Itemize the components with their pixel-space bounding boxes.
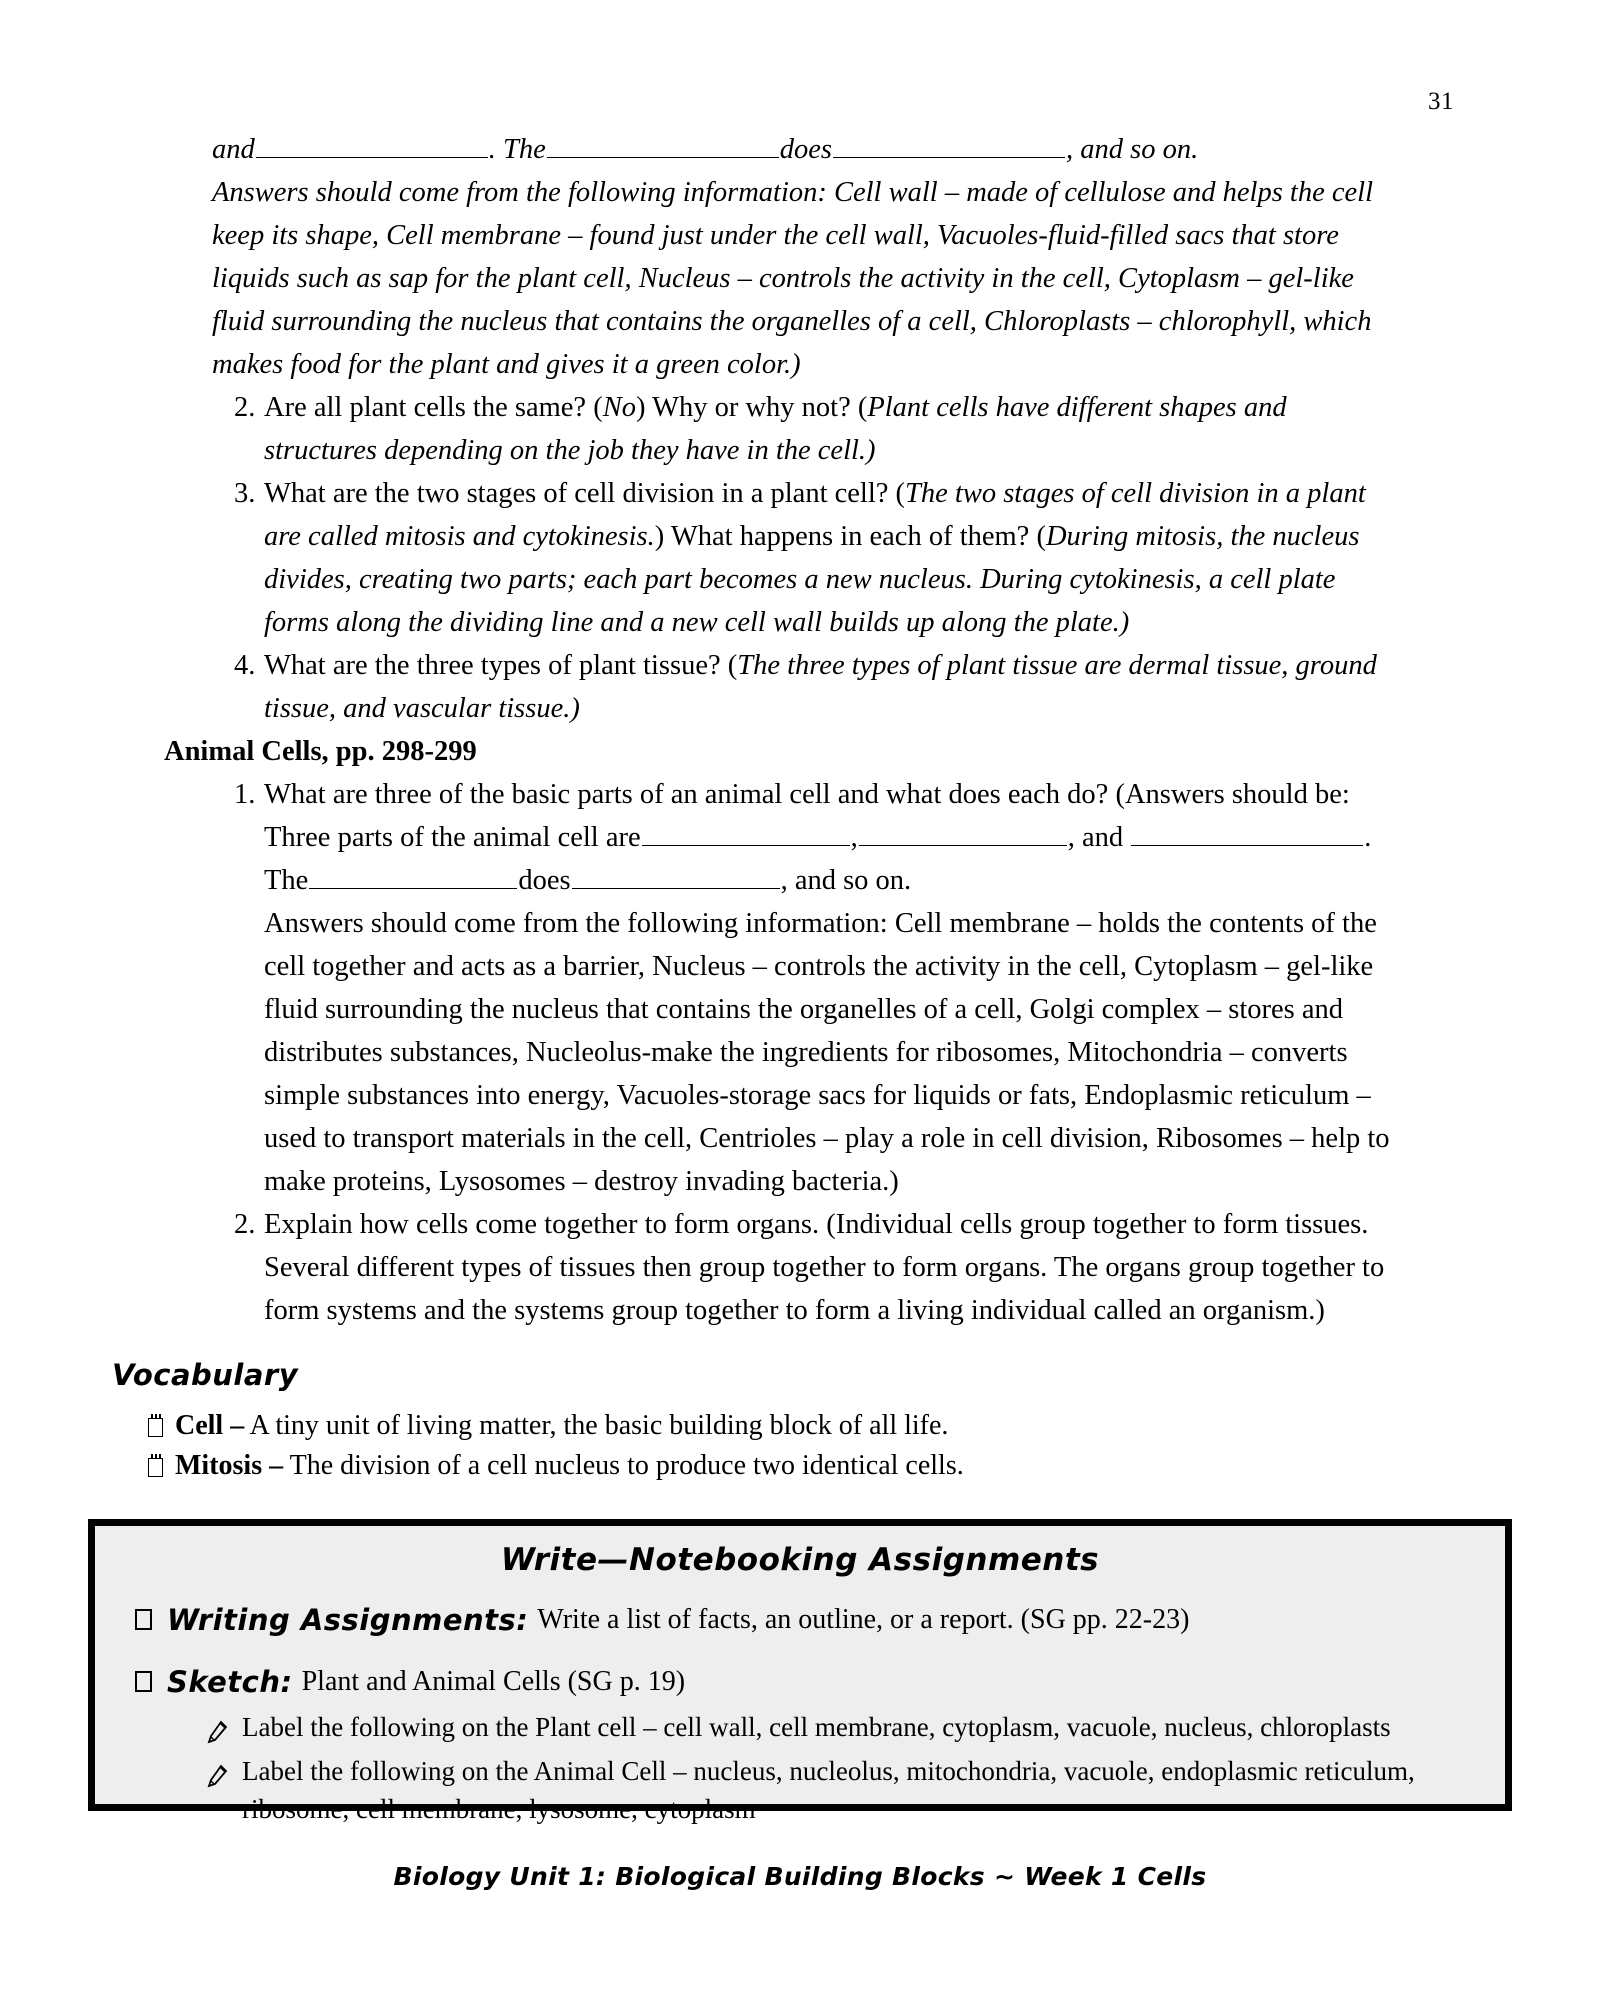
list-item-text: Explain how cells come together to form organs. (Individual cells group together to form tissues. Several different types of tissues then group together to form organs. The organs group together to form systems and the systems group together to form a living individual called an organism.) xyxy=(264,1209,1385,1326)
fill-does: does xyxy=(518,865,571,896)
question-text: What are the three types of plant tissue? ( xyxy=(264,650,738,681)
assignment-sub-item xyxy=(95,1752,1505,1828)
list-item-text xyxy=(264,773,1390,1203)
assignments-box xyxy=(88,1519,1512,1824)
pencil-icon xyxy=(207,1716,229,1740)
assignment-label: Sketch: xyxy=(167,1665,293,1699)
fill-in-pre: and xyxy=(212,134,255,165)
page-number: 31 xyxy=(1428,88,1454,115)
assignment-label: Writing Assignments: xyxy=(167,1603,529,1637)
list-item xyxy=(212,386,1390,472)
pencil-icon xyxy=(207,1760,229,1784)
vocabulary-heading: Vocabulary xyxy=(112,1358,299,1392)
blank-field[interactable] xyxy=(256,130,488,158)
list-item-number: 3. xyxy=(234,478,256,509)
fill-in-post: , and so on. xyxy=(1066,134,1199,165)
notepad-icon xyxy=(148,1414,165,1438)
assignment-text: Plant and Animal Cells (SG p. 19) xyxy=(301,1666,686,1697)
list-item xyxy=(148,1406,1248,1446)
blank-field[interactable] xyxy=(572,861,780,889)
list-item xyxy=(148,1446,1248,1486)
vocabulary-definition: The division of a cell nucleus to produce two identical cells. xyxy=(283,1450,964,1481)
assignment-text: Write a list of facts, an outline, or a report. (SG pp. 22-23) xyxy=(537,1604,1190,1635)
question-text: What are the two stages of cell division in a plant cell? ( xyxy=(264,478,906,509)
list-item-text xyxy=(264,386,1390,472)
checkbox-icon[interactable] xyxy=(135,1671,152,1692)
blank-field[interactable] xyxy=(1131,818,1363,846)
list-item-number: 4. xyxy=(234,650,256,681)
assignment-row-sketch xyxy=(95,1662,1505,1702)
list-item xyxy=(212,773,1390,1203)
answer-text: During mitosis, the nucleus divides, creating two parts; each part becomes a new nucleus. During cytokinesis, a cell plate forms along the dividing line and a new cell wall builds up along the plate.) xyxy=(264,521,1360,638)
answer-text: No xyxy=(602,392,636,423)
fill-and: , and xyxy=(1067,822,1124,853)
vocabulary-term: Cell – xyxy=(175,1410,245,1441)
checkbox-icon[interactable] xyxy=(135,1609,152,1630)
question-text: ) What happens in each of them? ( xyxy=(654,521,1046,552)
plant-answers-paragraph: Answers should come from the following information: Cell wall – made of cellulose and helps the cell keep its shape, Cell membrane – found just under the cell wall, Vacuoles-fluid-filled sacs that store liquids such as sap for the plant cell, Nucleus – controls the activity in the cell, Cytoplasm – gel-like fluid surrounding the nucleus that contains the organelles of a cell, Chloroplasts – chlorophyll, which makes food for the plant and gives it a green color.) xyxy=(212,177,1373,380)
fill-comma: , xyxy=(850,822,858,853)
list-item-text xyxy=(264,472,1390,644)
notepad-icon xyxy=(148,1454,165,1478)
document-body xyxy=(164,128,1390,1332)
assignment-sub-item xyxy=(95,1708,1505,1746)
question-line-2: should be: Three parts of the animal cell are xyxy=(264,779,1350,853)
blank-field[interactable] xyxy=(833,130,1065,158)
list-item xyxy=(212,644,1390,730)
answer-text: The three types of plant tissue are dermal tissue, ground tissue, and vascular tissue.) xyxy=(264,650,1377,724)
blank-field[interactable] xyxy=(547,130,779,158)
assignment-sub-text: Label the following on the Animal Cell – nucleus, nucleolus, mitochondria, vacuole, endoplasmic reticulum, ribosome, cell membrane, lysosome, cytoplasm xyxy=(242,1756,1415,1824)
blank-field[interactable] xyxy=(642,818,850,846)
fill-the: . The xyxy=(264,822,1372,896)
list-item xyxy=(212,472,1390,644)
fill-in-does: does xyxy=(779,134,832,165)
list-item-number: 1. xyxy=(234,779,256,810)
assignment-row-writing xyxy=(95,1600,1505,1640)
page-footer: Biology Unit 1: Biological Building Blocks ~ Week 1 Cells xyxy=(393,1862,1207,1891)
list-item-number: 2. xyxy=(234,1209,256,1240)
list-item-text xyxy=(264,644,1390,730)
animal-answers-paragraph: Answers should come from the following information: Cell membrane – holds the contents of the cell together and acts as a barrier, Nucleus – controls the activity in the cell, Cytoplasm – gel-like fluid surrounding the nucleus that contains the organelles of a cell, Golgi complex – stores and distributes substances, Nucleolus-make the ingredients for ribosomes, Mitochondria – converts simple substances into energy, Vacuoles-storage sacs for liquids or fats, Endoplasmic reticulum – used to transport materials in the cell, Centrioles – play a role in cell division, Ribosomes – help to make proteins, Lysosomes – destroy invading bacteria.) xyxy=(264,908,1390,1197)
section-heading-animal-cells: Animal Cells, pp. 298-299 xyxy=(164,736,477,767)
vocabulary-definition: A tiny unit of living matter, the basic building block of all life. xyxy=(244,1410,949,1441)
fill-andsoon: , and so on. xyxy=(780,865,912,896)
answer-text: The two stages of cell division in a plant are called mitosis and cytokinesis. xyxy=(264,478,1366,552)
fill-in-line xyxy=(212,128,1390,171)
answer-text: Plant cells have different shapes and structures depending on the job they have in the cell.) xyxy=(264,392,1287,466)
vocabulary-list xyxy=(148,1406,1248,1486)
fill-in-mid: . The xyxy=(488,134,546,165)
question-line-1: What are three of the basic parts of an animal cell and what does each do? (Answers xyxy=(264,779,1225,810)
list-item xyxy=(212,1203,1390,1332)
assignments-box-title: Write—Notebooking Assignments xyxy=(500,1542,1100,1578)
blank-field[interactable] xyxy=(309,861,517,889)
question-text: Are all plant cells the same? ( xyxy=(264,392,603,423)
question-text: ) Why or why not? ( xyxy=(635,392,868,423)
vocabulary-term: Mitosis – xyxy=(175,1450,284,1481)
list-item-number: 2. xyxy=(234,392,256,423)
blank-field[interactable] xyxy=(859,818,1067,846)
assignment-sub-text: Label the following on the Plant cell – cell wall, cell membrane, cytoplasm, vacuole, nucleus, chloroplasts xyxy=(242,1712,1391,1742)
